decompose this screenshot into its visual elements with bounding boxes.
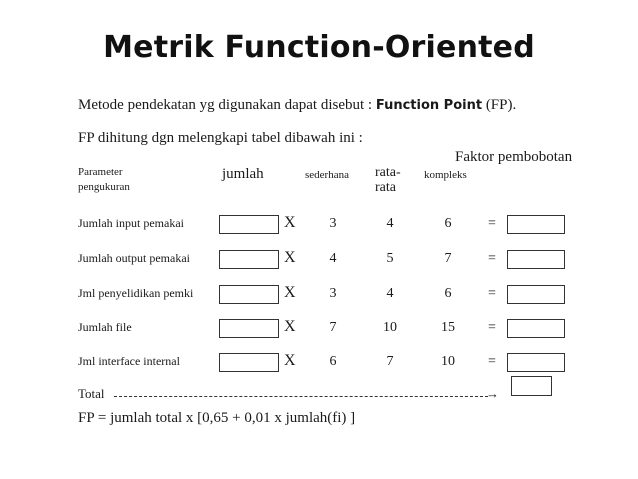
weight-complex: 6 — [444, 216, 452, 231]
row-label: Jml interface internal — [78, 354, 180, 368]
row-label: Jumlah output pemakai — [78, 251, 190, 265]
weight-average: 5 — [386, 251, 394, 266]
weight-average: 7 — [386, 354, 394, 369]
weight-simple: 4 — [329, 251, 337, 266]
equals-sign: = — [488, 320, 496, 335]
intro-line-1 — [78, 97, 516, 114]
weight-simple: 7 — [329, 320, 337, 335]
header-kompleks: kompleks — [424, 169, 467, 181]
result-box[interactable] — [507, 250, 565, 269]
multiply-sign: X — [284, 352, 296, 369]
equals-sign: = — [488, 216, 496, 231]
multiply-sign: X — [284, 318, 296, 335]
multiply-sign: X — [284, 214, 296, 231]
input-jml-interface-internal[interactable] — [219, 353, 279, 372]
intro-suffix: (FP). — [485, 97, 517, 113]
header-rata: rata- rata — [375, 165, 401, 195]
total-dashed-line — [114, 396, 488, 397]
input-jml-penyelidikan-pemki[interactable] — [219, 285, 279, 304]
row-label: Jumlah file — [78, 320, 132, 334]
multiply-sign: X — [284, 284, 296, 301]
weight-average: 10 — [383, 320, 397, 335]
input-jumlah-output-pemakai[interactable] — [219, 250, 279, 269]
arrow-right-icon: → — [486, 386, 499, 401]
row-label: Jml penyelidikan pemki — [78, 286, 194, 300]
row-label: Jumlah input pemakai — [78, 216, 184, 230]
header-jumlah: jumlah — [222, 166, 264, 182]
intro-bold-term: Function Point — [375, 98, 483, 113]
equals-sign: = — [488, 354, 496, 369]
header-parameter: Parameter pengukuran — [78, 166, 130, 193]
intro-line-2: FP dihitung dgn melengkapi tabel dibawah ini : — [78, 130, 363, 146]
total-label: Total — [78, 386, 105, 401]
total-box[interactable] — [511, 376, 552, 396]
weight-simple: 6 — [329, 354, 337, 369]
weight-simple: 3 — [329, 216, 337, 231]
weight-complex: 15 — [441, 320, 455, 335]
weight-complex: 6 — [444, 286, 452, 301]
weight-complex: 7 — [444, 251, 452, 266]
multiply-sign: X — [284, 249, 296, 266]
input-jumlah-input-pemakai[interactable] — [219, 215, 279, 234]
result-box[interactable] — [507, 319, 565, 338]
header-faktor: Faktor pembobotan — [455, 149, 573, 165]
weight-average: 4 — [386, 286, 394, 301]
equals-sign: = — [488, 286, 496, 301]
intro-prefix: Metode pendekatan yg digunakan dapat disebut : — [78, 97, 373, 113]
result-box[interactable] — [507, 353, 565, 372]
header-sederhana: sederhana — [305, 169, 349, 181]
fp-formula: FP = jumlah total x [0,65 + 0,01 x jumlah(fi) ] — [78, 410, 356, 426]
result-box[interactable] — [507, 215, 565, 234]
weight-complex: 10 — [441, 354, 455, 369]
result-box[interactable] — [507, 285, 565, 304]
weight-simple: 3 — [329, 286, 337, 301]
input-jumlah-file[interactable] — [219, 319, 279, 338]
slide-title: Metrik Function-Oriented — [103, 30, 535, 65]
equals-sign: = — [488, 251, 496, 266]
weight-average: 4 — [386, 216, 394, 231]
